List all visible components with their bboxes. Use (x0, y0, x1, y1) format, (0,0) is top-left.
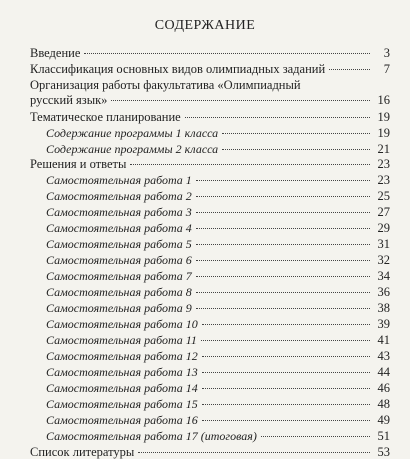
toc-entry-page: 31 (377, 237, 390, 251)
dot-leader (196, 308, 370, 309)
toc-entry-page: 43 (377, 349, 390, 363)
toc-subentry (46, 366, 390, 379)
dot-leader (196, 212, 370, 213)
toc-entry-page: 46 (377, 381, 390, 395)
dot-leader (202, 404, 370, 405)
toc-entry-page: 44 (377, 365, 390, 379)
toc-entry-title: Самостоятельная работа 5 (46, 237, 192, 251)
dot-leader (222, 149, 370, 150)
toc-subentry (46, 414, 390, 427)
toc-entry-page: 48 (377, 397, 390, 411)
toc-entry-page: 39 (377, 317, 390, 331)
dot-leader (222, 133, 370, 134)
dot-leader (196, 196, 370, 197)
toc-subentry (46, 382, 390, 395)
dot-leader (329, 69, 370, 70)
toc-entry-title: Самостоятельная работа 12 (46, 349, 198, 363)
toc-entry-title: Тематическое планирование (30, 110, 181, 124)
toc-subentry (46, 334, 390, 347)
toc-entry-title: Самостоятельная работа 14 (46, 381, 198, 395)
toc-entry (30, 47, 390, 60)
toc-entry-page: 21 (377, 142, 390, 156)
toc-entry-page: 19 (377, 110, 390, 124)
toc-subentry (46, 206, 390, 219)
toc-entry-title: Самостоятельная работа 3 (46, 205, 192, 219)
toc-subentry (46, 143, 390, 156)
toc-entry-page: 34 (377, 269, 390, 283)
page-title: СОДЕРЖАНИЕ (154, 18, 256, 33)
toc-subentry (46, 190, 390, 203)
toc-entry-page: 25 (377, 189, 390, 203)
toc-entry-title: Список литературы (30, 445, 135, 459)
toc-entry (30, 158, 390, 171)
toc-subentry (46, 398, 390, 411)
dot-leader (196, 244, 370, 245)
dot-leader (201, 340, 370, 341)
toc-subentry (46, 174, 390, 187)
toc-entry-page: 23 (377, 173, 390, 187)
toc-entry-title: Классификация основных видов олимпиадных заданий (30, 62, 326, 76)
toc-entry (30, 446, 390, 459)
toc-entry-title: Содержание программы 1 класса (46, 126, 219, 140)
toc-entry-page: 49 (377, 413, 390, 427)
dot-leader (130, 164, 370, 165)
dot-leader (111, 100, 370, 101)
toc-entry-page: 16 (377, 93, 390, 107)
toc-entry-page: 3 (383, 46, 390, 60)
dot-leader (261, 436, 370, 437)
dot-leader (202, 324, 370, 325)
toc-entry-title: русский язык» (30, 93, 108, 107)
toc-entry-page: 53 (377, 445, 390, 459)
toc-entry-title: Самостоятельная работа 6 (46, 253, 192, 267)
toc-entry-page: 19 (377, 126, 390, 140)
toc-entry-title: Самостоятельная работа 8 (46, 285, 192, 299)
toc-entry-page: 7 (383, 62, 390, 76)
toc-entry (30, 79, 390, 92)
toc-entry-title: Самостоятельная работа 1 (46, 173, 192, 187)
toc-entry-title: Самостоятельная работа 17 (итоговая) (46, 429, 257, 443)
toc-entry (30, 111, 390, 124)
toc-entry-title: Организация работы факультатива «Олимпиадный (30, 78, 301, 92)
dot-leader (202, 356, 370, 357)
dot-leader (202, 420, 370, 421)
toc-entry-page: 38 (377, 301, 390, 315)
toc-entry-page: 41 (377, 333, 390, 347)
dot-leader (202, 372, 370, 373)
toc-entry-title: Решения и ответы (30, 157, 127, 171)
toc-subentry (46, 286, 390, 299)
toc-entry-page: 51 (377, 429, 390, 443)
toc-subentry (46, 350, 390, 363)
dot-leader (196, 276, 370, 277)
toc-entry-page: 23 (377, 157, 390, 171)
dot-leader (196, 260, 370, 261)
toc-entry-title: Самостоятельная работа 11 (46, 333, 197, 347)
toc-entry-title: Самостоятельная работа 4 (46, 221, 192, 235)
toc-entry-title: Самостоятельная работа 13 (46, 365, 198, 379)
toc-entry-page: 29 (377, 221, 390, 235)
toc-entry-page: 27 (377, 205, 390, 219)
toc-entry-page: 36 (377, 285, 390, 299)
toc-subentry (46, 127, 390, 140)
toc-entry-title: Самостоятельная работа 15 (46, 397, 198, 411)
toc-entry-title: Самостоятельная работа 9 (46, 301, 192, 315)
toc-entry-title: Самостоятельная работа 7 (46, 269, 192, 283)
dot-leader (196, 292, 370, 293)
toc-entry-page: 32 (377, 253, 390, 267)
toc-entry-title: Самостоятельная работа 16 (46, 413, 198, 427)
toc-entry-title: Самостоятельная работа 10 (46, 317, 198, 331)
dot-leader (196, 228, 370, 229)
dot-leader (185, 117, 370, 118)
dot-leader (84, 53, 370, 54)
toc-subentry (46, 318, 390, 331)
toc-subentry (46, 238, 390, 251)
toc-subentry (46, 222, 390, 235)
toc-subentry (46, 302, 390, 315)
toc-subentry (46, 254, 390, 267)
toc-entry-title: Введение (30, 46, 81, 60)
toc-entry (30, 63, 390, 76)
toc-entry (30, 94, 390, 107)
toc-subentry (46, 270, 390, 283)
dot-leader (196, 180, 370, 181)
toc-entry-title: Самостоятельная работа 2 (46, 189, 192, 203)
dot-leader (202, 388, 370, 389)
dot-leader (138, 452, 370, 453)
toc-entry-title: Содержание программы 2 класса (46, 142, 219, 156)
